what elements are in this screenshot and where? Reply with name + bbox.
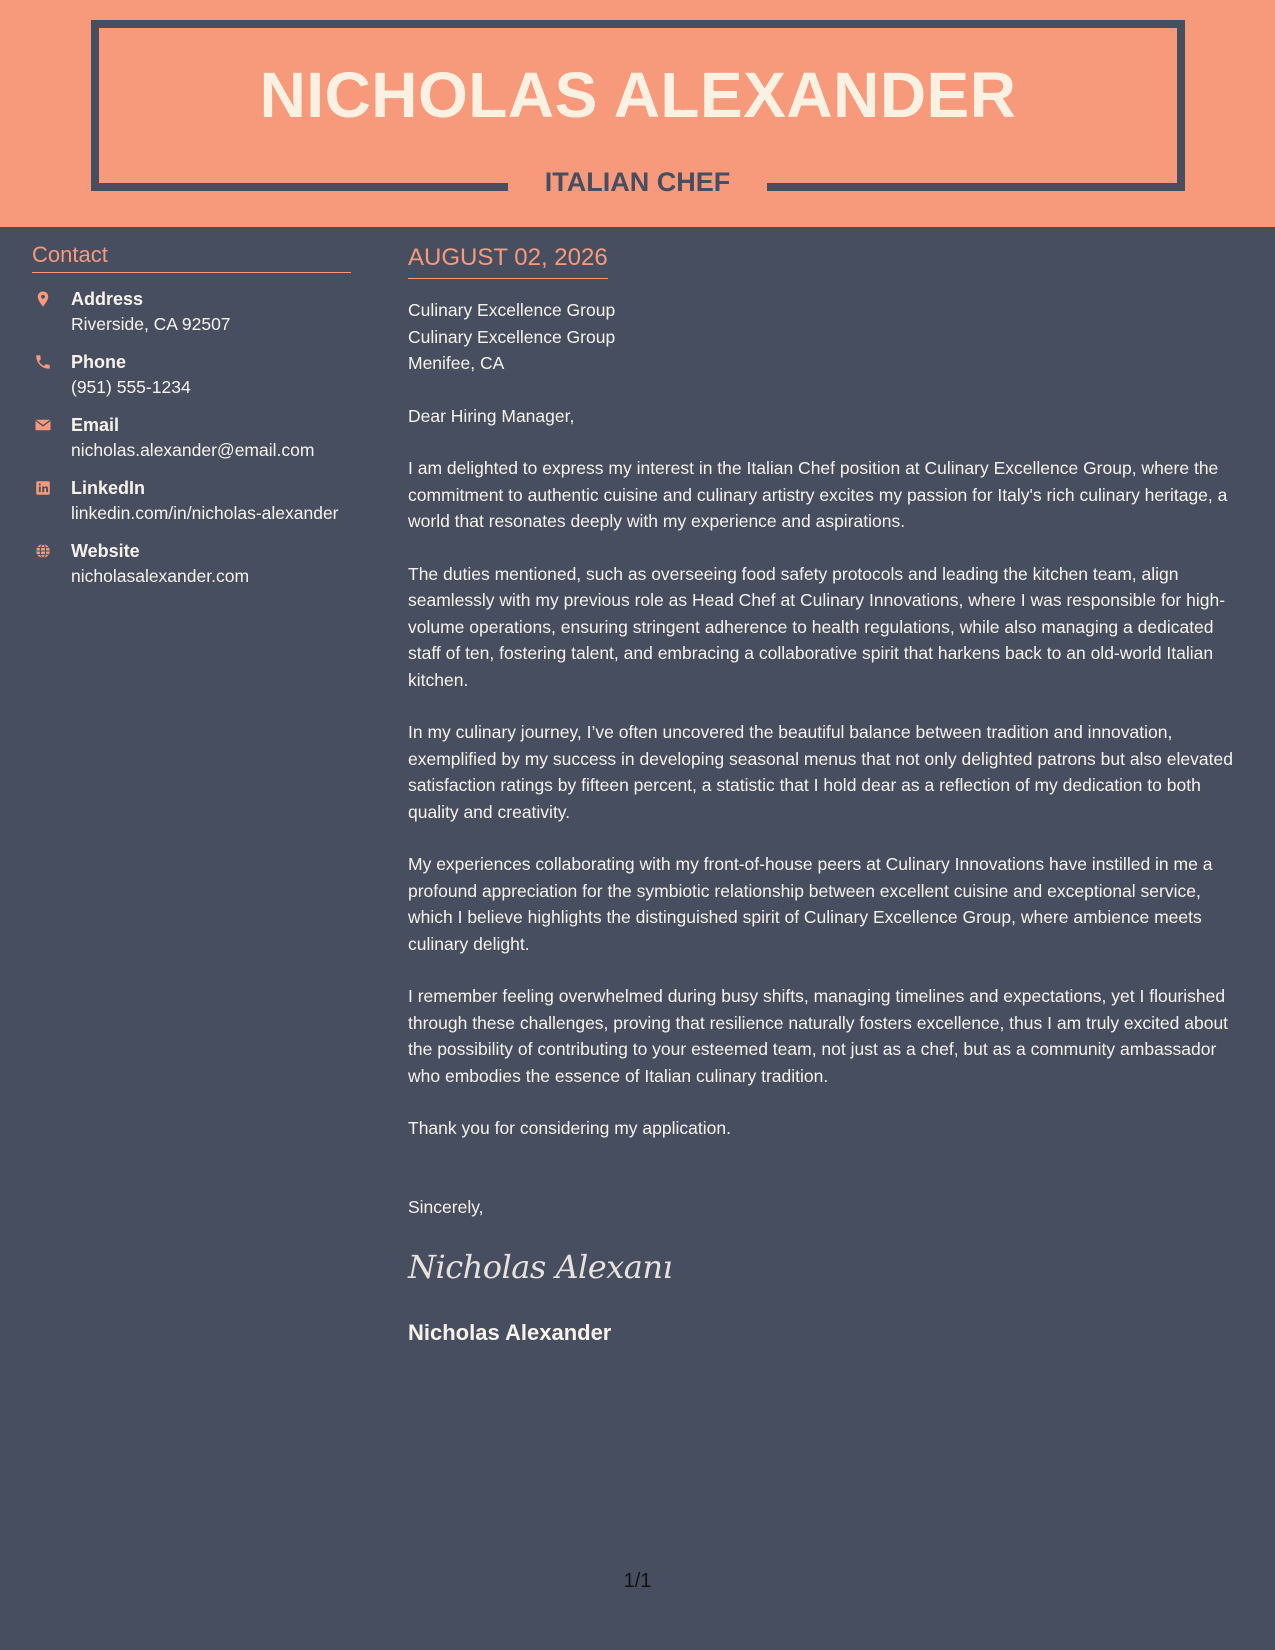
letter-paragraph: Thank you for considering my application. bbox=[408, 1118, 731, 1138]
contact-label: Phone bbox=[71, 352, 127, 372]
page-number: 1/1 bbox=[623, 1570, 652, 1592]
contact-linkedin bbox=[32, 476, 351, 525]
contact-phone bbox=[32, 350, 351, 399]
contact-label: LinkedIn bbox=[71, 478, 146, 498]
contact-sidebar bbox=[32, 242, 351, 588]
linkedin-icon bbox=[34, 479, 52, 497]
greeting: Dear Hiring Manager, bbox=[408, 405, 575, 426]
letter-paragraph: I am delighted to express my interest in the Italian Chef position at Culinary Excellence Group, where the commitment to authentic cuisine and culinary artistry excites my passion for Italy's rich culinary heritage, a world that resonates deeply with my experience and aspirations. bbox=[408, 458, 1228, 531]
letter-paragraph: In my culinary journey, I’ve often uncovered the beautiful balance between tradition and innovation, exemplified by my success in developing seasonal menus that not only delighted patrons but also elevated satisfaction ratings by fifteen percent, a statistic that I hold dear as a reflection of my dedication to both quality and creativity. bbox=[408, 722, 1233, 822]
contact-website bbox=[32, 539, 351, 588]
phone-icon bbox=[34, 353, 52, 371]
header-banner bbox=[0, 0, 1275, 227]
recipient-block bbox=[408, 297, 1248, 377]
contact-value: Riverside, CA 92507 bbox=[71, 314, 231, 334]
signed-name: Nicholas Alexander bbox=[408, 1320, 612, 1345]
contact-value: nicholas.alexander@email.com bbox=[71, 440, 315, 460]
letter-paragraph: The duties mentioned, such as overseeing food safety protocols and leading the kitchen team, align seamlessly with my previous role as Head Chef at Culinary Innovations, where I was responsible for high-volume operations, ensuring stringent adherence to health regulations, while also managing a dedicated staff of ten, fostering talent, and embracing a collaborative spirit that harkens back to an old-world Italian kitchen. bbox=[408, 563, 1226, 690]
location-pin-icon bbox=[34, 290, 52, 308]
letter-body bbox=[408, 244, 1248, 1346]
contact-value: (951) 555-1234 bbox=[71, 377, 191, 397]
job-title: ITALIAN CHEF bbox=[544, 167, 731, 197]
header-frame-bottom-right bbox=[767, 183, 1185, 191]
contact-address bbox=[32, 287, 351, 336]
globe-icon bbox=[34, 542, 52, 560]
contact-value[interactable]: linkedin.com/in/nicholas-alexander bbox=[71, 503, 339, 523]
recipient-line: Culinary Excellence Group bbox=[408, 326, 616, 347]
envelope-icon bbox=[34, 416, 52, 434]
contact-value[interactable]: nicholasalexander.com bbox=[71, 566, 250, 586]
contact-heading: Contact bbox=[32, 242, 351, 273]
recipient-line: Menifee, CA bbox=[408, 353, 505, 373]
handwritten-signature: Nicholas Alexanı bbox=[408, 1248, 673, 1286]
letter-paragraph: I remember feeling overwhelmed during busy shifts, managing timelines and expectations, yet I flourished through these challenges, proving that resilience naturally fosters excellence, thus I am truly excited about the possibility of contributing to your esteemed team, not just as a chef, but as a community ambassador who embodies the essence of Italian culinary tradition. bbox=[408, 986, 1229, 1086]
header-frame-bottom-left bbox=[91, 183, 508, 191]
recipient-line: Culinary Excellence Group bbox=[408, 300, 616, 320]
contact-label: Email bbox=[71, 415, 120, 435]
contact-label: Address bbox=[71, 289, 144, 309]
contact-email bbox=[32, 413, 351, 462]
letter-date: AUGUST 02, 2026 bbox=[408, 244, 608, 279]
letter-paragraph: My experiences collaborating with my front-of-house peers at Culinary Innovations have instilled in me a profound appreciation for the symbiotic relationship between excellent cuisine and exceptional service, which I believe highlights the distinguished spirit of Culinary Excellence Group, where ambience meets culinary delight. bbox=[408, 854, 1213, 954]
closing: Sincerely, bbox=[408, 1196, 484, 1217]
candidate-name: NICHOLAS ALEXANDER bbox=[259, 59, 1017, 131]
contact-label: Website bbox=[71, 541, 140, 561]
